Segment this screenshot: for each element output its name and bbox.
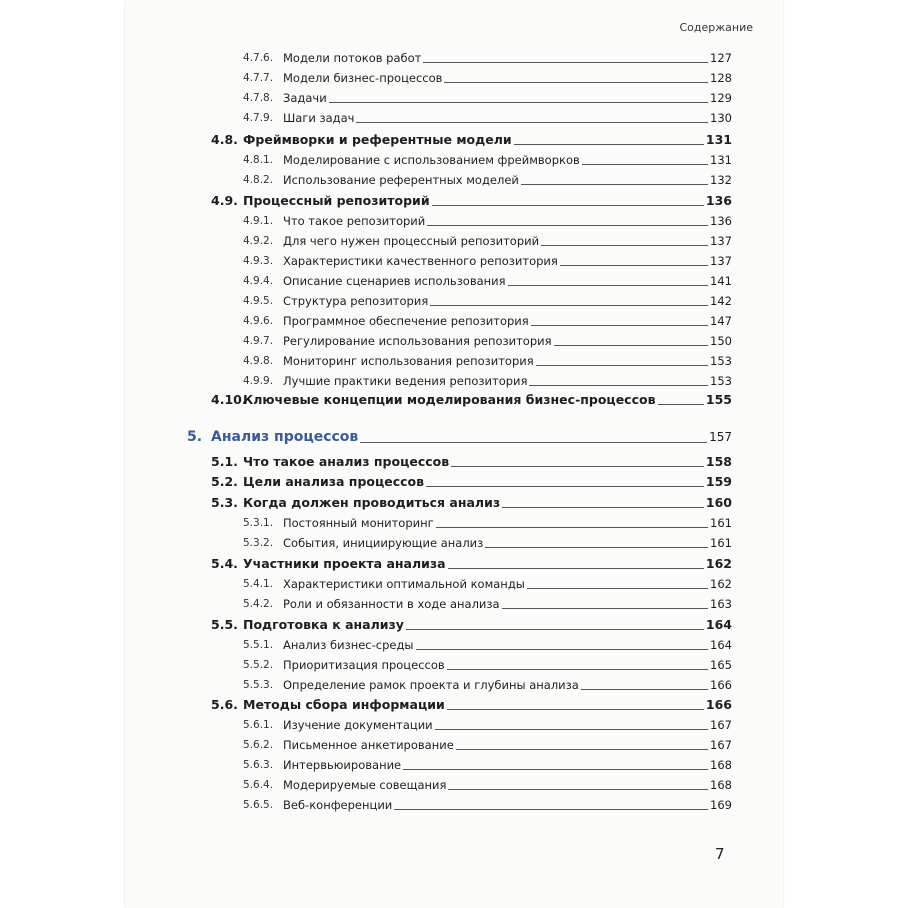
toc-entry [243, 658, 732, 672]
toc-entry-title: Характеристики оптимальной команды [283, 577, 525, 591]
toc-entry-title: Постоянный мониторинг [283, 516, 434, 530]
toc-leader-line [451, 466, 704, 467]
toc-leader-line [444, 82, 708, 83]
toc-entry-title: Интервьюирование [283, 758, 402, 772]
toc-leader-line [360, 442, 707, 443]
toc-entry-page: 137 [710, 254, 732, 268]
toc-entry-page: 161 [710, 516, 732, 530]
toc-entry-number: 4.7.9. [243, 112, 274, 124]
toc-leader-line [435, 729, 708, 730]
toc-entry-page: 153 [710, 354, 732, 368]
toc-leader-line [356, 122, 708, 123]
toc-entry-title: Регулирование использования репозитория [283, 334, 552, 348]
toc-entry-number: 5. [187, 429, 203, 445]
toc-entry-page: 166 [705, 697, 732, 712]
toc-leader-line [485, 547, 708, 548]
toc-entry [211, 194, 732, 208]
toc-entry-number: 5.6.1. [243, 719, 274, 731]
toc-leader-line [403, 769, 708, 770]
toc-entry [187, 429, 732, 445]
toc-entry-title: Участники проекта анализа [243, 556, 446, 571]
toc-entry [243, 111, 732, 125]
toc-entry-page: 168 [710, 758, 732, 772]
toc-entry-title: Модерируемые совещания [283, 778, 447, 792]
toc-entry-number: 5.4. [211, 556, 238, 571]
toc-entry-title: Что такое анализ процессов [243, 454, 450, 469]
toc-entry-number: 4.9.8. [243, 355, 274, 367]
toc-entry [243, 678, 732, 692]
toc-entry-title: Моделирование с использованием фреймворков [283, 153, 580, 167]
toc-entry [243, 354, 732, 368]
toc-entry-number: 5.6.4. [243, 779, 274, 791]
toc-entry [243, 374, 732, 388]
toc-entry-title: События, инициирующие анализ [283, 536, 484, 550]
toc-entry-page: 168 [710, 778, 732, 792]
toc-entry-page: 166 [710, 678, 732, 692]
toc-entry [243, 294, 732, 308]
toc-entry-page: 164 [705, 617, 732, 632]
toc-leader-line [581, 689, 708, 690]
toc-leader-line [430, 305, 708, 306]
running-head: Содержание [679, 21, 753, 34]
toc-entry-title: Письменное анкетирование [283, 738, 454, 752]
toc-entry-number: 5.4.2. [243, 598, 274, 610]
toc-entry-title: Приоритизация процессов [283, 658, 445, 672]
toc-entry-number: 5.2. [211, 474, 238, 489]
toc-entry-page: 162 [705, 556, 732, 571]
toc-entry-number: 5.6.5. [243, 799, 274, 811]
toc-entry-title: Анализ бизнес-среды [283, 638, 414, 652]
toc-entry-title: Описание сценариев использования [283, 274, 506, 288]
table-of-contents [125, 0, 783, 908]
toc-entry [243, 214, 732, 228]
toc-entry-page: 167 [710, 738, 732, 752]
toc-entry [211, 133, 732, 147]
toc-entry-page: 161 [710, 536, 732, 550]
toc-leader-line [423, 62, 708, 63]
toc-entry-page: 142 [710, 294, 732, 308]
toc-entry-page: 160 [705, 495, 732, 510]
book-page [125, 0, 783, 908]
toc-leader-line [436, 527, 708, 528]
toc-entry-number: 4.7.7. [243, 72, 274, 84]
toc-entry [211, 557, 732, 571]
toc-entry-number: 5.5.2. [243, 659, 274, 671]
toc-entry-number: 4.10. [211, 392, 247, 407]
toc-entry-title: Определение рамок проекта и глубины анализа [283, 678, 579, 692]
toc-entry [243, 738, 732, 752]
toc-entry-number: 5.6. [211, 697, 238, 712]
toc-entry-page: 136 [710, 214, 732, 228]
toc-entry [243, 536, 732, 550]
toc-entry [243, 91, 732, 105]
toc-entry-number: 5.6.3. [243, 759, 274, 771]
toc-entry-number: 4.7.6. [243, 52, 274, 64]
toc-entry-number: 5.3.2. [243, 537, 274, 549]
toc-entry-number: 5.5.1. [243, 639, 274, 651]
toc-entry-page: 155 [705, 392, 732, 407]
toc-leader-line [658, 404, 704, 405]
toc-entry-page: 157 [709, 430, 732, 444]
toc-leader-line [406, 629, 704, 630]
toc-entry [243, 758, 732, 772]
toc-entry-title: Методы сбора информации [243, 697, 445, 712]
toc-entry-title: Процессный репозиторий [243, 193, 430, 208]
toc-entry [243, 314, 732, 328]
toc-entry [243, 153, 732, 167]
toc-entry-title: Подготовка к анализу [243, 617, 404, 632]
toc-entry-title: Роли и обязанности в ходе анализа [283, 597, 500, 611]
toc-entry-page: 159 [705, 474, 732, 489]
toc-leader-line [582, 164, 708, 165]
toc-entry-number: 4.9.1. [243, 215, 274, 227]
toc-entry [243, 516, 732, 530]
toc-leader-line [531, 325, 708, 326]
toc-entry [243, 51, 732, 65]
toc-entry-number: 4.9.3. [243, 255, 274, 267]
toc-entry [243, 274, 732, 288]
toc-entry-title: Для чего нужен процессный репозиторий [283, 234, 540, 248]
toc-entry-number: 4.9. [211, 193, 238, 208]
toc-leader-line [529, 385, 708, 386]
toc-entry-title: Модели бизнес-процессов [283, 71, 443, 85]
toc-entry-number: 4.9.6. [243, 315, 274, 327]
toc-entry-title: Цели анализа процессов [243, 474, 425, 489]
toc-entry [243, 334, 732, 348]
toc-entry-page: 147 [710, 314, 732, 328]
toc-leader-line [394, 809, 708, 810]
toc-leader-line [426, 486, 704, 487]
toc-entry-page: 165 [710, 658, 732, 672]
toc-leader-line [448, 789, 708, 790]
toc-entry-number: 5.5.3. [243, 679, 274, 691]
toc-entry-page: 129 [710, 91, 732, 105]
toc-leader-line [521, 184, 708, 185]
toc-entry-page: 131 [705, 132, 732, 147]
toc-entry [211, 475, 732, 489]
toc-entry [243, 173, 732, 187]
toc-leader-line [456, 749, 708, 750]
toc-entry-title: Задачи [283, 91, 327, 105]
toc-entry [211, 618, 732, 632]
toc-leader-line [527, 588, 708, 589]
toc-entry-title: Модели потоков работ [283, 51, 422, 65]
toc-leader-line [514, 144, 704, 145]
toc-entry [211, 698, 732, 712]
toc-entry [243, 638, 732, 652]
toc-entry-number: 4.9.5. [243, 295, 274, 307]
toc-entry-page: 141 [710, 274, 732, 288]
toc-entry-number: 5.1. [211, 454, 238, 469]
toc-entry-title: Ключевые концепции моделирования бизнес-процессов [243, 392, 656, 407]
toc-entry-page: 150 [710, 334, 732, 348]
toc-entry-title: Фреймворки и референтные модели [243, 132, 512, 147]
toc-leader-line [447, 669, 708, 670]
toc-entry [243, 798, 732, 812]
toc-entry-title: Структура репозитория [283, 294, 429, 308]
toc-entry-page: 162 [710, 577, 732, 591]
toc-entry-page: 131 [710, 153, 732, 167]
toc-entry-number: 4.8. [211, 132, 238, 147]
toc-entry-number: 5.6.2. [243, 739, 274, 751]
toc-entry-page: 128 [710, 71, 732, 85]
toc-leader-line [536, 365, 708, 366]
toc-entry-title: Программное обеспечение репозитория [283, 314, 529, 328]
page-number: 7 [715, 845, 725, 863]
toc-entry-page: 158 [705, 454, 732, 469]
toc-entry [243, 577, 732, 591]
toc-entry [211, 455, 732, 469]
toc-leader-line [560, 265, 708, 266]
toc-leader-line [447, 709, 704, 710]
toc-entry-title: Анализ процессов [211, 429, 359, 445]
toc-entry-title: Что такое репозиторий [283, 214, 426, 228]
toc-entry-number: 5.4.1. [243, 578, 274, 590]
toc-leader-line [416, 649, 709, 650]
toc-leader-line [329, 102, 708, 103]
toc-entry-title: Изучение документации [283, 718, 433, 732]
toc-entry-page: 137 [710, 234, 732, 248]
toc-leader-line [554, 345, 709, 346]
toc-entry-page: 132 [710, 173, 732, 187]
toc-entry-number: 5.3.1. [243, 517, 274, 529]
toc-entry [243, 597, 732, 611]
toc-entry-number: 4.8.2. [243, 174, 274, 186]
toc-entry [243, 778, 732, 792]
toc-entry-title: Использование референтных моделей [283, 173, 519, 187]
toc-entry-page: 153 [710, 374, 732, 388]
toc-entry-number: 4.9.9. [243, 375, 274, 387]
toc-leader-line [432, 205, 704, 206]
toc-leader-line [502, 507, 704, 508]
toc-entry [243, 254, 732, 268]
toc-entry-page: 130 [710, 111, 732, 125]
toc-entry-title: Веб-конференции [283, 798, 393, 812]
toc-entry-number: 4.7.8. [243, 92, 274, 104]
toc-leader-line [448, 568, 704, 569]
toc-entry-page: 164 [710, 638, 732, 652]
toc-entry [211, 393, 732, 407]
toc-entry-number: 4.9.7. [243, 335, 274, 347]
toc-entry-number: 4.8.1. [243, 154, 274, 166]
toc-entry-page: 136 [705, 193, 732, 208]
toc-entry [211, 496, 732, 510]
toc-entry-page: 163 [710, 597, 732, 611]
toc-entry [243, 718, 732, 732]
toc-entry-number: 5.3. [211, 495, 238, 510]
toc-entry-title: Мониторинг использования репозитория [283, 354, 534, 368]
toc-entry-title: Характеристики качественного репозитория [283, 254, 558, 268]
toc-entry [243, 71, 732, 85]
toc-entry-page: 127 [710, 51, 732, 65]
toc-entry-title: Шаги задач [283, 111, 355, 125]
toc-entry-number: 5.5. [211, 617, 238, 632]
toc-entry-number: 4.9.2. [243, 235, 274, 247]
toc-entry-title: Когда должен проводиться анализ [243, 495, 501, 510]
toc-leader-line [427, 225, 708, 226]
toc-entry [243, 234, 732, 248]
toc-entry-page: 169 [710, 798, 732, 812]
toc-entry-page: 167 [710, 718, 732, 732]
toc-entry-number: 4.9.4. [243, 275, 274, 287]
toc-leader-line [508, 285, 708, 286]
toc-leader-line [541, 245, 708, 246]
toc-entry-title: Лучшие практики ведения репозитория [283, 374, 528, 388]
toc-leader-line [502, 608, 708, 609]
